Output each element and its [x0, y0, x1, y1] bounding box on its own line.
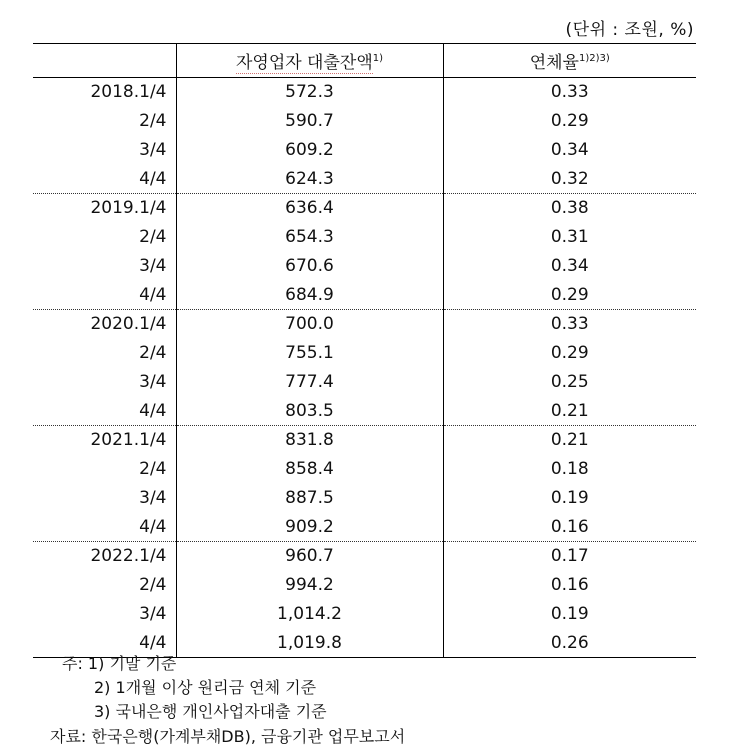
period-cell: 2022.1/4: [33, 542, 176, 571]
balance-cell: 1,019.8: [176, 629, 443, 658]
rate-cell: 0.31: [550, 227, 589, 247]
header-balance: [176, 44, 443, 78]
rate-cell: 0.38: [443, 194, 696, 223]
period-cell: 4/4: [33, 165, 176, 194]
balance-cell: 624.3: [176, 165, 443, 194]
rate-cell: 0.19: [550, 488, 589, 508]
header-balance-label: 자영업자 대출잔액: [235, 53, 373, 73]
table-row: [33, 513, 696, 542]
period-cell: 2019.1/4: [33, 194, 176, 223]
header-balance-footnote: 1): [372, 53, 384, 64]
table-row: [33, 107, 696, 136]
rate-cell: 0.21: [550, 400, 589, 421]
period-cell: 4/4: [33, 397, 176, 426]
balance-cell: 887.5: [176, 484, 443, 513]
period-cell: 3/4: [33, 600, 176, 629]
period-cell: 2/4: [33, 571, 176, 600]
balance-cell: 831.8: [176, 426, 443, 455]
table-row: [33, 339, 696, 368]
period-cell: 2021.1/4: [33, 426, 176, 455]
period-cell: 2018.1/4: [33, 78, 176, 107]
loan-delinquency-table: [33, 43, 696, 658]
header-rate-label: 연체율: [529, 53, 579, 73]
period-cell: 2020.1/4: [33, 310, 176, 339]
table-row: [33, 281, 696, 310]
period-cell: 4/4: [33, 281, 176, 310]
footnote-3: 3) 국내은행 개인사업자대출 기준: [94, 702, 327, 721]
balance-cell: 670.6: [176, 252, 443, 281]
table-row: [33, 223, 696, 252]
footnotes: [44, 652, 327, 724]
balance-cell: 994.2: [176, 571, 443, 600]
table-row: [33, 455, 696, 484]
balance-cell: 858.4: [176, 455, 443, 484]
table-row: [33, 78, 696, 107]
table-row: [33, 571, 696, 600]
rate-cell: 0.29: [550, 343, 589, 363]
table-row: [33, 310, 696, 339]
rate-cell: 0.25: [550, 372, 589, 392]
rate-cell: 0.29: [550, 111, 589, 131]
table-row: [33, 194, 696, 223]
balance-cell: 803.5: [176, 397, 443, 426]
balance-cell: 755.1: [176, 339, 443, 368]
header-rate-footnote: 1)2)3): [578, 53, 610, 64]
footnote-1: 주: 1) 기말 기준: [62, 654, 177, 673]
balance-cell: 636.4: [176, 194, 443, 223]
source-note: 자료: 한국은행(가계부채DB), 금융기관 업무보고서: [50, 727, 406, 746]
table-row: [33, 136, 696, 165]
footnote-2: 2) 1개월 이상 원리금 연체 기준: [94, 678, 317, 697]
balance-cell: 960.7: [176, 542, 443, 571]
table-row: [33, 165, 696, 194]
balance-cell: 609.2: [176, 136, 443, 165]
rate-cell: 0.34: [550, 140, 589, 160]
data-table-container: [33, 43, 696, 658]
period-cell: 2/4: [33, 223, 176, 252]
header-period: [33, 44, 176, 78]
balance-cell: 654.3: [176, 223, 443, 252]
table-row: [33, 542, 696, 571]
table-row: [33, 252, 696, 281]
period-cell: 2/4: [33, 107, 176, 136]
rate-cell: 0.19: [550, 604, 589, 624]
rate-cell: 0.33: [443, 310, 696, 339]
rate-cell: 0.29: [550, 284, 589, 305]
period-cell: 4/4: [33, 629, 176, 658]
table-row: [33, 600, 696, 629]
unit-label: (단위 : 조원, %): [565, 20, 694, 40]
table-row: [33, 426, 696, 455]
table-row: [33, 368, 696, 397]
rate-cell: 0.16: [550, 575, 589, 595]
table-row: [33, 484, 696, 513]
balance-cell: 777.4: [176, 368, 443, 397]
table-body: [33, 78, 696, 658]
period-cell: 3/4: [33, 368, 176, 397]
rate-cell: 0.18: [550, 459, 589, 479]
rate-cell: 0.34: [550, 256, 589, 276]
header-rate: [443, 44, 696, 78]
balance-cell: 684.9: [176, 281, 443, 310]
rate-cell: 0.16: [550, 516, 589, 537]
period-cell: 3/4: [33, 484, 176, 513]
period-cell: 2/4: [33, 339, 176, 368]
balance-cell: 909.2: [176, 513, 443, 542]
table-row: [33, 397, 696, 426]
rate-cell: 0.21: [443, 426, 696, 455]
balance-cell: 1,014.2: [176, 600, 443, 629]
balance-cell: 572.3: [176, 78, 443, 107]
rate-cell: 0.26: [443, 629, 696, 658]
balance-cell: 700.0: [176, 310, 443, 339]
table-header-row: [33, 44, 696, 78]
period-cell: 3/4: [33, 136, 176, 165]
period-cell: 2/4: [33, 455, 176, 484]
rate-cell: 0.33: [443, 78, 696, 107]
balance-cell: 590.7: [176, 107, 443, 136]
period-cell: 4/4: [33, 513, 176, 542]
period-cell: 3/4: [33, 252, 176, 281]
rate-cell: 0.32: [550, 168, 589, 189]
rate-cell: 0.17: [443, 542, 696, 571]
